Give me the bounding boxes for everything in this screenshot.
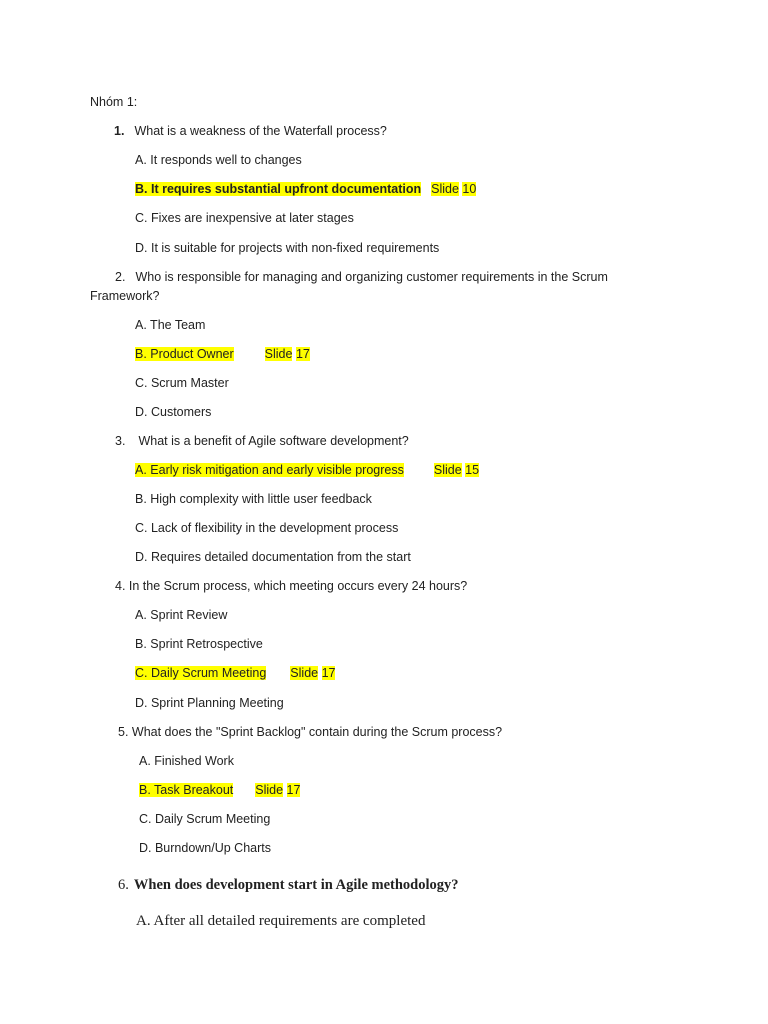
q3-slide-number: 15 xyxy=(465,463,480,477)
q4-answer-highlight: C. Daily Scrum Meeting xyxy=(135,666,267,680)
q3-option-b: B. High complexity with little user feedback xyxy=(135,492,372,506)
question-2-text-line1: Who is responsible for managing and organizing customer requirements in the Scrum xyxy=(135,270,608,284)
q4-option-b: B. Sprint Retrospective xyxy=(135,637,263,651)
q1-option-a: A. It responds well to changes xyxy=(135,153,302,167)
q5-slide-label: Slide xyxy=(255,783,284,797)
question-5: 5. What does the "Sprint Backlog" contain during the Scrum process? xyxy=(118,725,503,739)
question-2-text-line2: Framework? xyxy=(90,289,160,303)
question-3 xyxy=(115,433,409,449)
q3-slide-label: Slide xyxy=(433,463,462,477)
question-2 xyxy=(115,269,608,285)
q4-option-a: A. Sprint Review xyxy=(135,608,228,622)
q1-answer-highlight: B. It requires substantial upfront documentation xyxy=(135,182,422,196)
question-6-text: When does development start in Agile methodology? xyxy=(133,877,459,893)
question-1-text: What is a weakness of the Waterfall process? xyxy=(134,124,387,138)
q6-option-a: A. After all detailed requirements are completed xyxy=(136,913,426,929)
q5-answer-highlight: B. Task Breakout xyxy=(139,783,234,797)
q2-option-a: A. The Team xyxy=(135,318,206,332)
q4-slide-label: Slide xyxy=(290,666,319,680)
question-4: 4. In the Scrum process, which meeting occurs every 24 hours? xyxy=(115,579,468,593)
q1-option-c: C. Fixes are inexpensive at later stages xyxy=(135,211,354,225)
question-3-text: What is a benefit of Agile software development? xyxy=(138,434,409,448)
q5-option-b xyxy=(139,782,300,798)
question-1 xyxy=(114,123,387,139)
q2-answer-highlight: B. Product Owner xyxy=(135,347,234,361)
q2-option-c: C. Scrum Master xyxy=(135,376,229,390)
q3-answer-highlight: A. Early risk mitigation and early visible progress xyxy=(135,463,404,477)
q3-option-d: D. Requires detailed documentation from the start xyxy=(135,550,411,564)
question-6 xyxy=(118,876,459,894)
question-6-number: 6. xyxy=(118,877,129,893)
q3-option-a xyxy=(135,462,479,478)
q1-slide-label: Slide xyxy=(431,182,459,196)
question-1-number: 1. xyxy=(114,124,125,138)
q5-slide-number: 17 xyxy=(286,783,301,797)
question-2-number: 2. xyxy=(115,270,126,284)
q4-option-d: D. Sprint Planning Meeting xyxy=(135,696,284,710)
q2-option-d: D. Customers xyxy=(135,405,212,419)
q5-option-d: D. Burndown/Up Charts xyxy=(139,841,272,855)
question-3-number: 3. xyxy=(115,434,126,448)
q3-option-c: C. Lack of flexibility in the development process xyxy=(135,521,399,535)
q1-slide-number: 10 xyxy=(462,182,477,196)
q4-option-c xyxy=(135,665,335,681)
q2-slide-label: Slide xyxy=(264,347,293,361)
q5-option-a: A. Finished Work xyxy=(139,754,234,768)
q1-option-d: D. It is suitable for projects with non-fixed requirements xyxy=(135,241,440,255)
q2-slide-number: 17 xyxy=(295,347,310,361)
q1-option-b xyxy=(135,181,476,197)
q5-option-c: C. Daily Scrum Meeting xyxy=(139,812,271,826)
group-heading: Nhóm 1: xyxy=(90,95,138,109)
q2-option-b xyxy=(135,346,310,362)
q4-slide-number: 17 xyxy=(321,666,336,680)
